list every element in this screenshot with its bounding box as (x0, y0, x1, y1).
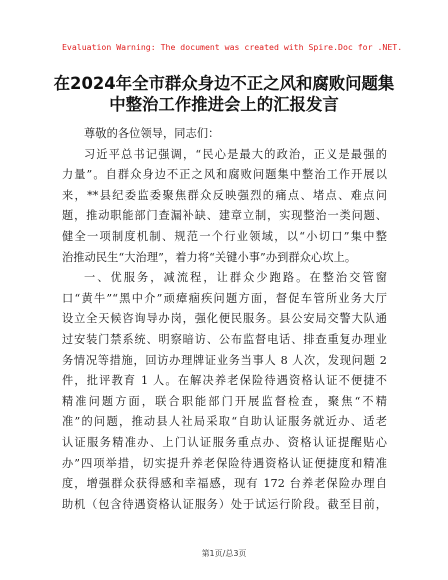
paragraph-2-line: 一、优服务，减流程，让群众少跑路。在整治交管窗 (84, 271, 387, 285)
paragraph-2-line: 度，增强群众获得感和幸福感，现有 172 台养老保险办理自 (62, 477, 387, 491)
paragraph-1-line: 力量”。自群众身边不正之风和腐败问题集中整治工作开展以 (62, 168, 387, 182)
paragraph-2-line: 务情况等措施，回访办理牌证业务当事人 8 人次，发现问题 2 (62, 353, 387, 367)
paragraph-1-line: 健全一项制度机制、规范一个行业领域，以“小切口”集中整 (62, 229, 387, 243)
document-title-line-2: 中整治工作推进会上的汇报发言 (109, 95, 339, 114)
paragraph-2-line: 设立全天候咨询导办岗，强化便民服务。县公安局交警大队通 (62, 312, 387, 326)
evaluation-warning: Evaluation Warning: The document was created with Spire.Doc for .NET. (62, 42, 403, 52)
paragraph-2-line: 口“黄牛”“黑中介”顽瘴痼疾问题方面，督促车管所业务大厅 (62, 291, 387, 305)
paragraph-2-line: 办”四项举措，切实提升养老保险待遇资格认证便捷度和精准 (62, 456, 387, 470)
paragraph-2-line: 精准问题方面，联合职能部门开展监督检查，聚焦“不精 (62, 394, 387, 408)
paragraph-1-line: 治推动民生“大治理”，着力将“关键小事”办到群众心坎上。 (62, 250, 357, 264)
paragraph-2-line: 过安装门禁系统、明察暗访、公布监督电话、排查重复办理业 (62, 332, 387, 346)
page-number-footer: 第1页/总3页 (201, 549, 247, 558)
paragraph-2-line: 准”的问题，推动县人社局采取“自助认证服务就近办、适老 (62, 415, 387, 429)
paragraph-1-line: 来，**县纪委监委聚焦群众反映强烈的痛点、堵点、难点问 (62, 188, 387, 202)
document-body (62, 124, 387, 515)
paragraph-1-line: 习近平总书记强调，“民心是最大的政治，正义是最强的 (84, 147, 387, 161)
document-title-line-1: 在2024年全市群众身边不正之风和腐败问题集 (53, 74, 395, 93)
paragraph-1-line: 题，推动职能部门查漏补缺、建章立制，实现整治一类问题、 (62, 209, 387, 223)
paragraph-2-line: 助机（包含待遇资格认证服务）处于试运行阶段。截至目前， (62, 497, 387, 511)
paragraph-2-line: 认证服务精准办、上门认证服务重点办、资格认证提醒贴心 (62, 435, 387, 449)
paragraph-2-line: 件，批评教育 1 人。在解决养老保险待遇资格认证不便捷不 (62, 374, 387, 388)
salutation: 尊敬的各位领导，同志们： (84, 127, 220, 140)
